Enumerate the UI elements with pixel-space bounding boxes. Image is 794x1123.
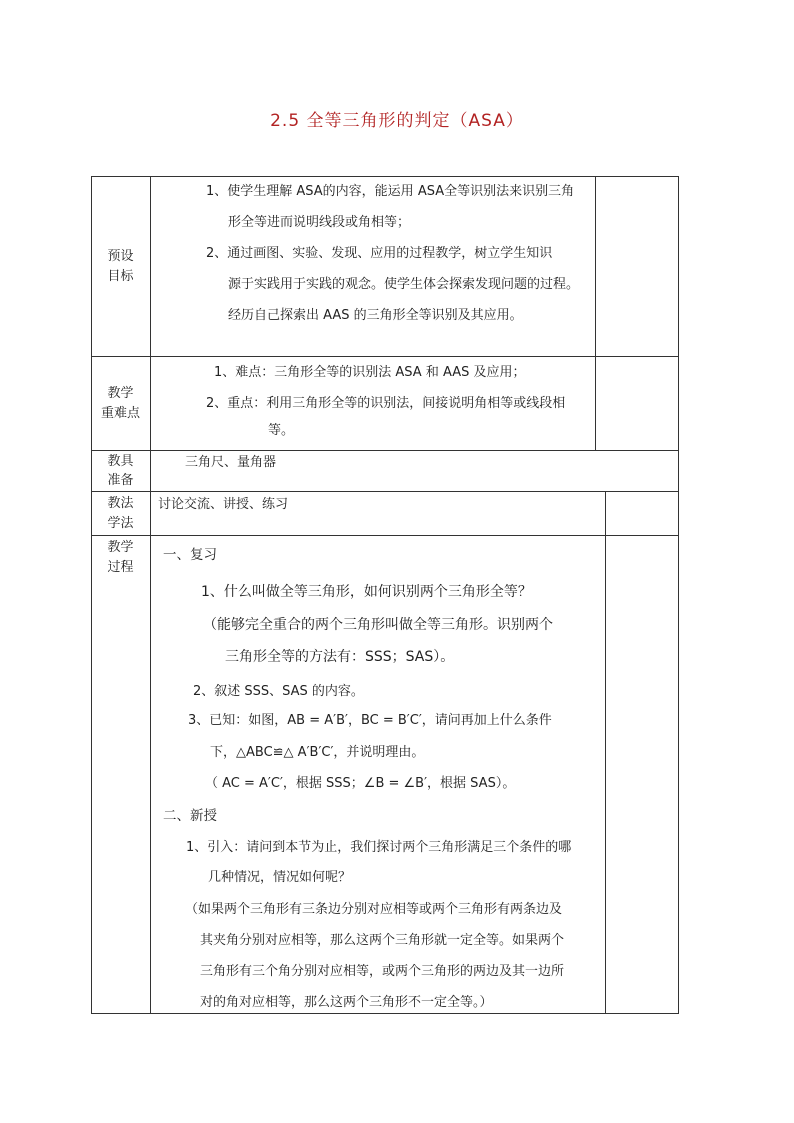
difficulty-item-2-line-1: 2、重点：利用三角形全等的识别法，间接说明角相等或线段相 xyxy=(206,396,566,411)
goals-content xyxy=(206,176,596,331)
goals-label: 预设 目标 xyxy=(107,249,134,284)
process-line: （ AC = A′C′，根据 SSS；∠B = ∠B′，根据 SAS）。 xyxy=(205,776,516,791)
process-line: 3、已知：如图，AB = A′B′，BC = B′C′，请问再加上什么条件 xyxy=(188,713,552,728)
difficulty-label: 教学 重难点 xyxy=(100,386,140,421)
difficulty-item-2-line-2: 等。 xyxy=(268,423,295,438)
goal-item-1-line-2: 形全等进而说明线段或角相等； xyxy=(228,215,411,230)
right-column-divider xyxy=(605,491,606,535)
process-line: 下，△ABC≌△ A′B′C′，并说明理由。 xyxy=(210,745,425,760)
tools-label: 教具 准备 xyxy=(107,454,134,488)
page-title: 2.5 全等三角形的判定（ASA） xyxy=(270,111,524,131)
method-content: 讨论交流、讲授、练习 xyxy=(158,497,289,512)
goal-item-2-line-3: 经历自己探索出 AAS 的三角形全等识别及其应用。 xyxy=(228,308,523,323)
process-line: 二、新授 xyxy=(163,808,217,824)
label-column-divider xyxy=(150,176,151,1014)
process-line: 三角形全等的方法有：SSS；SAS）。 xyxy=(225,649,455,665)
goal-item-1-line-1: 1、使学生理解 ASA的内容，能运用 ASA全等识别法来识别三角 xyxy=(206,184,575,199)
process-label: 教学 过程 xyxy=(107,540,134,575)
process-line: （能够完全重合的两个三角形叫做全等三角形。识别两个 xyxy=(203,617,553,633)
process-line: 1、引入：请问到本节为止，我们探讨两个三角形满足三个条件的哪 xyxy=(186,840,572,855)
process-line: 1、什么叫做全等三角形，如何识别两个三角形全等？ xyxy=(201,584,532,600)
process-line: 三角形有三个角分别对应相等，或两个三角形的两边及其一边所 xyxy=(200,964,565,979)
process-line: 2、叙述 SSS、SAS 的内容。 xyxy=(193,684,364,699)
difficulty-item-1: 1、难点：三角形全等的识别法 ASA 和 AAS 及应用； xyxy=(214,365,526,380)
process-line: 对的角对应相等，那么这两个三角形不一定全等。） xyxy=(200,995,493,1010)
right-column-divider xyxy=(605,535,606,1014)
process-line: 一、复习 xyxy=(163,547,217,563)
tools-content: 三角尺、量角器 xyxy=(185,455,277,470)
process-line: （如果两个三角形有三条边分别对应相等或两个三角形有两条边及 xyxy=(185,902,563,917)
goal-item-2-line-1: 2、通过画图、实验、发现、应用的过程教学，树立学生知识 xyxy=(206,246,553,261)
row-divider xyxy=(91,535,679,536)
goal-item-2-line-2: 源于实践用于实践的观念。使学生体会探索发现问题的过程。 xyxy=(228,277,580,292)
method-label: 教法 学法 xyxy=(107,496,134,531)
process-line: 几种情况，情况如何呢？ xyxy=(208,870,352,885)
difficulty-content xyxy=(206,357,596,446)
row-divider xyxy=(91,450,679,451)
process-line: 其夹角分别对应相等，那么这两个三角形就一定全等。如果两个 xyxy=(200,933,565,948)
